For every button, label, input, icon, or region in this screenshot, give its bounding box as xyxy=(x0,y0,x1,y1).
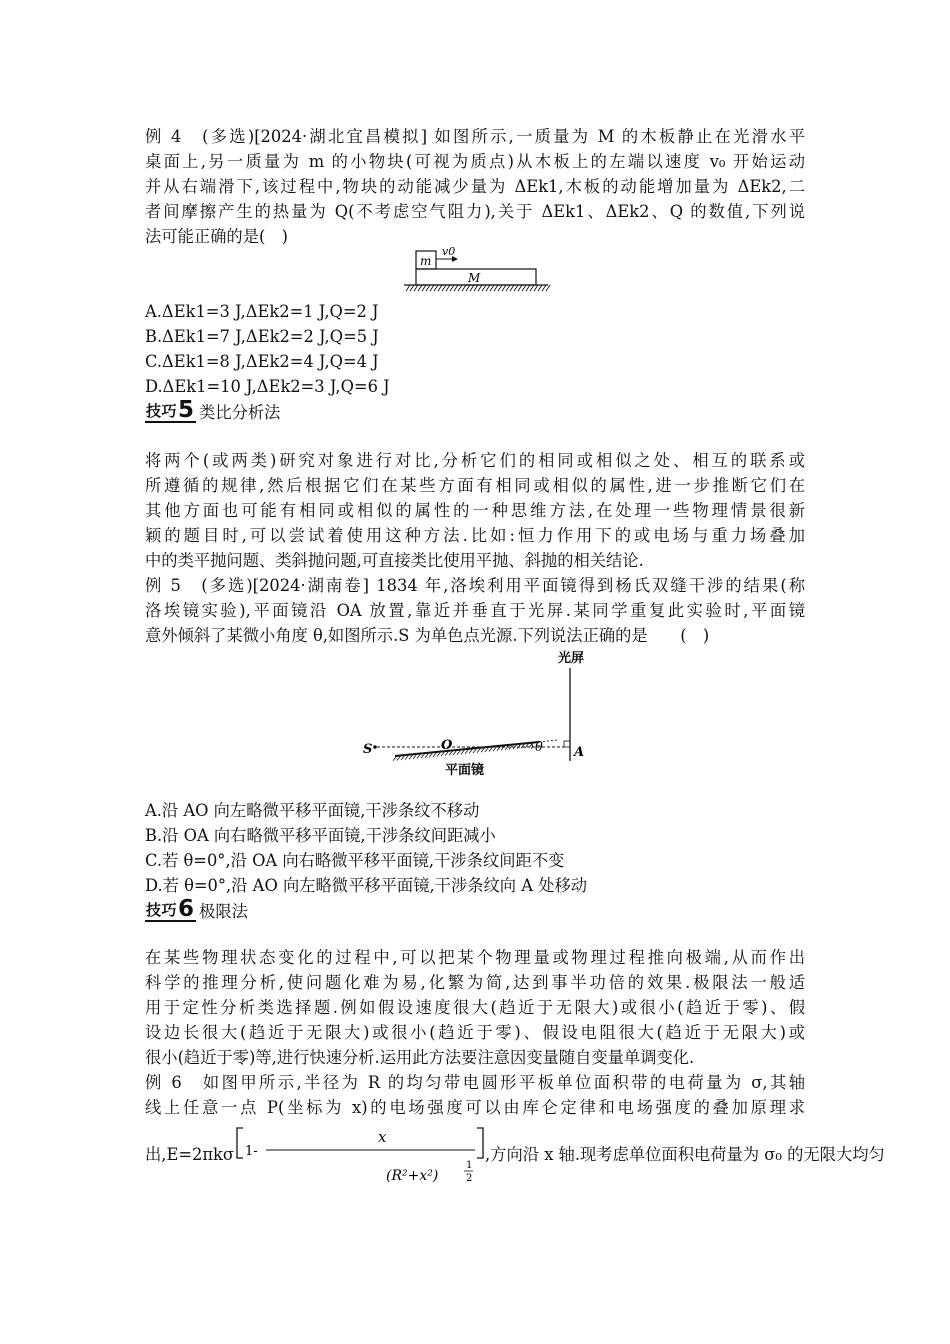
left-bracket xyxy=(237,1128,243,1158)
hatch-line xyxy=(406,285,410,291)
skill6-line-1: 在某些物理状态变化的过程中,可以把某个物理量或物理过程推向极端,从而作出 xyxy=(145,948,805,967)
hatch-line xyxy=(534,285,538,291)
hatch-line xyxy=(466,285,470,291)
hatch-line xyxy=(502,285,506,291)
skill6-line-2: 科学的推理分析,使问题化难为易,化繁为简,达到事半功倍的效果.极限法一般适 xyxy=(145,973,805,992)
hatch-line xyxy=(470,285,474,291)
mirror-hatching xyxy=(393,743,533,761)
skill5-title: 类比分析法 xyxy=(199,403,281,422)
right-angle-mark xyxy=(564,741,570,747)
hatch-line xyxy=(498,285,502,291)
skill6-badge-number: 6 xyxy=(178,896,195,922)
hatch-line xyxy=(434,285,438,291)
board-block-figure xyxy=(400,244,552,296)
skill5-heading xyxy=(145,399,280,423)
exponent-numerator: 1 xyxy=(466,1160,473,1171)
formula-suffix: ,方向沿 x 轴.现考虑单位面积电荷量为 σ₀ 的无限大均匀 xyxy=(485,1145,885,1164)
hatch-line xyxy=(454,285,458,291)
hatch-line xyxy=(522,285,526,291)
point-source xyxy=(373,745,377,749)
velocity-label: v0 xyxy=(442,245,456,258)
source-label: S xyxy=(363,742,373,757)
hatch-line xyxy=(542,285,546,291)
example4-option-d[interactable]: D.ΔEk1=10 J,ΔEk2=3 J,Q=6 J xyxy=(145,377,390,396)
formula-numerator: x xyxy=(378,1128,387,1146)
skill5-badge-text: 技巧 xyxy=(146,401,178,420)
a-label: A xyxy=(574,745,585,760)
skill6-line-4: 设边长很大(趋近于无限大)或很小(趋近于零)、假设电阻很大(趋近于无限大)或 xyxy=(145,1023,805,1042)
lloyd-mirror-figure xyxy=(355,646,605,781)
hatch-line xyxy=(393,756,397,761)
board-label: M xyxy=(468,271,481,285)
theta-label: θ xyxy=(535,740,543,755)
hatch-line xyxy=(486,285,490,291)
example4-option-a[interactable]: A.ΔEk1=3 J,ΔEk2=1 J,Q=2 J xyxy=(145,302,379,321)
skill6-badge xyxy=(145,898,196,922)
skill5-line-5: 中的类平抛问题、类斜抛问题,可直接类比使用平抛、斜抛的相关结论. xyxy=(145,551,644,570)
skill5-badge-number: 5 xyxy=(178,397,195,423)
hatch-line xyxy=(510,285,514,291)
o-label: O xyxy=(441,738,453,753)
hatch-line xyxy=(438,285,442,291)
example5-option-a[interactable]: A.沿 AO 向左略微平移平面镜,干涉条纹不移动 xyxy=(145,801,480,820)
field-formula xyxy=(233,1125,488,1187)
hatch-line xyxy=(526,285,530,291)
hatch-line xyxy=(490,285,494,291)
example5-line-2: 洛埃镜实验),平面镜沿 OA 放置,靠近并垂直于光屏.某同学重复此实验时,平面镜 xyxy=(145,601,805,620)
skill5-line-3: 其他方面也可能有相同或相似的属性的一种思维方法,在处理一些物理情景很新 xyxy=(145,501,805,520)
theta-arc xyxy=(531,743,533,749)
example5-option-b[interactable]: B.沿 OA 向右略微平移平面镜,干涉条纹间距减小 xyxy=(145,826,496,845)
hatch-line xyxy=(426,285,430,291)
hatch-line xyxy=(506,285,510,291)
hatch-line xyxy=(494,285,498,291)
right-bracket xyxy=(477,1128,483,1158)
hatch-line xyxy=(450,285,454,291)
hatch-line xyxy=(514,285,518,291)
example5-line-3: 意外倾斜了某微小角度 θ,如图所示.S 为单色点光源.下列说法正确的是 ( ) xyxy=(145,626,710,645)
formula-denominator: (R²+x²) xyxy=(386,1168,439,1184)
formula-prefix: 出,E=2πkσ xyxy=(145,1145,235,1164)
example6-line-1: 例 6 如图甲所示,半径为 R 的均匀带电圆形平板单位面积带的电荷量为 σ,其轴 xyxy=(145,1073,805,1092)
skill6-line-5: 很小(趋近于零)等,进行快速分析.运用此方法要注意因变量随自变量单调变化. xyxy=(145,1048,695,1067)
hatch-line xyxy=(418,285,422,291)
example5-line-1: 例 5 (多选)[2024·湖南卷] 1834 年,洛埃利用平面镜得到杨氏双缝干涉的结果(称 xyxy=(145,576,805,595)
skill6-title: 极限法 xyxy=(199,902,248,921)
skill5-line-2: 所遵循的规律,然后根据它们在某些方面有相同或相似的属性,进一步推断它们在 xyxy=(145,476,805,495)
example4-line-2: 桌面上,另一质量为 m 的小物块(可视为质点)从木板上的左端以速度 v₀ 开始运动 xyxy=(145,152,805,171)
hatch-line xyxy=(414,285,418,291)
hatch-line xyxy=(474,285,478,291)
hatch-line xyxy=(518,285,522,291)
skill5-line-1: 将两个(或两类)研究对象进行对比,分析它们的相同或相似之处、相互的联系或 xyxy=(145,451,805,470)
exponent-denominator: 2 xyxy=(466,1173,473,1184)
skill5-line-4: 颖的题目时,可以尝试着使用这种方法.比如:恒力作用下的或电场与重力场叠加 xyxy=(145,526,805,545)
example4-line-3: 并从右端滑下,该过程中,物块的动能减少量为 ΔEk1,木板的动能增加量为 ΔEk2,二 xyxy=(145,177,805,196)
block-label: m xyxy=(420,254,432,268)
example5-option-d[interactable]: D.若 θ=0°,沿 AO 向左略微平移平面镜,干涉条纹向 A 处移动 xyxy=(145,876,588,895)
skill6-badge-text: 技巧 xyxy=(146,900,178,919)
example4-option-b[interactable]: B.ΔEk1=7 J,ΔEk2=2 J,Q=5 J xyxy=(145,327,379,346)
hatch-line xyxy=(410,285,414,291)
mirror-label: 平面镜 xyxy=(445,763,485,778)
hatch-line xyxy=(546,285,550,291)
hatch-line xyxy=(462,285,466,291)
example4-line-5: 法可能正确的是( ) xyxy=(145,227,288,246)
field-formula-line xyxy=(145,1125,885,1187)
hatch-line xyxy=(482,285,486,291)
hatch-line xyxy=(538,285,542,291)
hatch-line xyxy=(430,285,434,291)
hatch-line xyxy=(530,285,534,291)
skill5-badge xyxy=(145,399,196,423)
example4-line-4: 者间摩擦产生的热量为 Q(不考虑空气阻力),关于 ΔEk1、ΔEk2、Q 的数值,下列说 xyxy=(145,202,805,221)
hatch-line xyxy=(458,285,462,291)
formula-one-minus: 1- xyxy=(245,1144,258,1159)
hatch-line xyxy=(442,285,446,291)
hatch-line xyxy=(478,285,482,291)
example5-option-c[interactable]: C.若 θ=0°,沿 OA 向右略微平移平面镜,干涉条纹间距不变 xyxy=(145,851,565,870)
skill6-heading xyxy=(145,898,248,922)
hatch-line xyxy=(446,285,450,291)
example4-option-c[interactable]: C.ΔEk1=8 J,ΔEk2=4 J,Q=4 J xyxy=(145,352,379,371)
hatch-line xyxy=(422,285,426,291)
screen-label: 光屏 xyxy=(558,651,585,666)
table-hatching xyxy=(406,285,550,291)
example6-line-2: 线上任意一点 P(坐标为 x)的电场强度可以由库仑定律和电场强度的叠加原理求 xyxy=(145,1098,805,1117)
example4-line-1: 例 4 (多选)[2024·湖北宜昌模拟] 如图所示,一质量为 M 的木板静止在光滑水平 xyxy=(145,127,805,146)
skill6-line-3: 用于定性分析类选择题.例如假设速度很大(趋近于无限大)或很小(趋近于零)、假 xyxy=(145,998,805,1017)
